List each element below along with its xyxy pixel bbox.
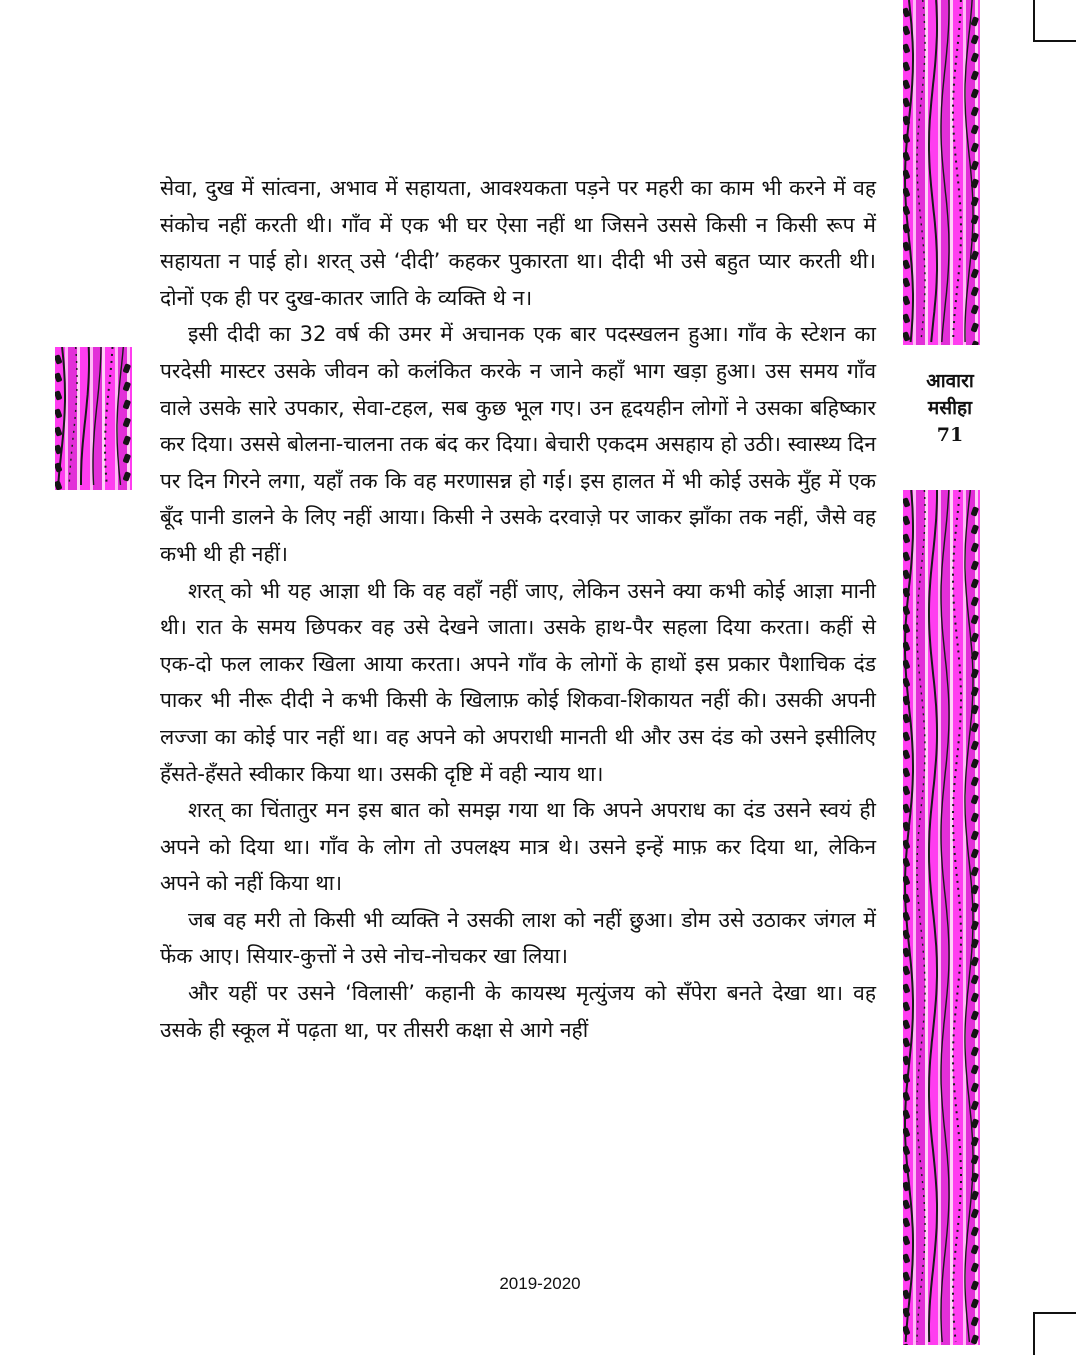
- band-wavy-line: [941, 490, 949, 1342]
- band-lozenge: [970, 758, 979, 769]
- band-lozenge: [970, 160, 979, 171]
- band-lozenge: [55, 354, 63, 365]
- band-lozenge: [970, 286, 979, 297]
- band-lozenge: [970, 902, 979, 913]
- decorative-band-bottom-right: [903, 490, 980, 1345]
- band-lozenge: [903, 1271, 911, 1282]
- band-lozenge: [55, 462, 63, 473]
- band-lozenge: [970, 1262, 979, 1273]
- band-lozenge: [903, 749, 911, 760]
- page-number: 71: [936, 424, 964, 446]
- band-lozenge: [903, 1145, 911, 1156]
- band-lozenge: [970, 1100, 979, 1111]
- band-wavy-line: [105, 347, 113, 485]
- band-lozenge: [970, 1010, 979, 1021]
- band-lozenge: [903, 1199, 911, 1210]
- band-lozenge: [970, 506, 979, 517]
- band-lozenge: [903, 277, 911, 288]
- band-lozenge: [970, 848, 979, 859]
- band-wavy-line: [117, 347, 123, 485]
- crop-mark-top-right-h: [1033, 40, 1076, 42]
- band-lozenge: [970, 578, 979, 589]
- footer-year: 2019-2020: [499, 1274, 581, 1293]
- band-lozenge: [903, 1163, 911, 1174]
- band-lozenge: [970, 1064, 979, 1075]
- paragraph-3: शरत् को भी यह आज्ञा थी कि वह वहाँ नहीं जाए, लेकिन उसने क्या कभी कोई आज्ञा मानी थी। रात के समय छिपकर वह उसे देखने जाता। उसके हाथ-पैर सहला दिया करता। कहीं से एक-दो फल लाकर खिला आया करता। अपने गाँव के लोगों के हाथों इस प्रकार पैशाचिक दंड पाकर भी नीरू दीदी ने कभी किसी के खिलाफ़ कोई शिकवा-शिकायत नहीं की। उसकी अपनी लज्जा का कोई पार नहीं था। वह अपने को अपराधी मानती थी और उस दंड को उसने इसीलिए हँसते-हँसते स्वीकार किया था। उसकी दृष्टि में वही न्याय था।: [160, 578, 876, 786]
- band-lozenge: [970, 866, 979, 877]
- band-lozenge: [970, 106, 979, 117]
- band-lozenge: [903, 151, 911, 162]
- band-lozenge: [970, 340, 979, 345]
- band-lozenge: [970, 542, 979, 553]
- band-lozenge: [903, 839, 911, 850]
- band-lozenge: [970, 88, 979, 99]
- band-lozenge: [970, 214, 979, 225]
- band-lozenge: [970, 992, 979, 1003]
- band-lozenge: [970, 124, 979, 135]
- band-lozenge: [970, 668, 979, 679]
- band-lozenge: [970, 596, 979, 607]
- band-lozenge: [903, 785, 911, 796]
- band-lozenge: [122, 417, 131, 428]
- band-wavy-line: [917, 0, 925, 342]
- chapter-side-label: [910, 368, 990, 449]
- band-lozenge: [970, 1244, 979, 1255]
- band-lozenge: [903, 1253, 911, 1264]
- band-lozenge: [970, 614, 979, 625]
- band-lozenge: [970, 920, 979, 931]
- band-lozenge: [970, 686, 979, 697]
- band-lozenge: [970, 1154, 979, 1165]
- band-lozenge: [903, 857, 911, 868]
- band-lozenge: [903, 1343, 911, 1345]
- band-lozenge: [903, 1217, 911, 1228]
- band-lozenge: [970, 830, 979, 841]
- band-lozenge: [903, 295, 911, 306]
- paragraph-2: इसी दीदी का 32 वर्ष की उमर में अचानक एक बार पदस्खलन हुआ। गाँव के स्टेशन का परदेसी मास्टर उसके जीवन को कलंकित करके न जाने कहाँ भाग खड़ा हुआ। उस समय गाँव वाले उसके सारे उपकार, सेवा-टहल, सब कुछ भूल गए। उन हृदयहीन लोगों ने उसका बहिष्कार कर दिया। उससे बोलना-चालना तक बंद कर दिया। बेचारी एकदम असहाय हो उठी। स्वास्थ्य दिन पर दिन गिरने लगा, यहाँ तक कि वह मरणासन्न हो गई। इस हालत में भी कोई उसके मुँह में एक बूँद पानी डालने के लिए नहीं आया। किसी ने उसके दरवाज़े पर जाकर झाँका तक नहीं, जैसे वह कभी थी ही नहीं।: [160, 322, 876, 566]
- band-lozenge: [903, 893, 911, 904]
- band-lozenge: [970, 524, 979, 535]
- band-lozenge: [903, 929, 911, 940]
- band-lozenge: [903, 313, 911, 324]
- band-wavy-line: [93, 347, 101, 485]
- band-lozenge: [903, 331, 911, 342]
- band-lozenge: [55, 390, 63, 401]
- band-lozenge: [903, 677, 911, 688]
- band-lozenge: [903, 515, 911, 526]
- band-lozenge: [903, 533, 911, 544]
- band-lozenge: [903, 1127, 911, 1138]
- band-wavy-line: [929, 490, 937, 1342]
- band-lozenge: [903, 1073, 911, 1084]
- band-lozenge: [903, 1037, 911, 1048]
- band-pattern: [55, 347, 132, 490]
- band-lozenge: [55, 372, 63, 383]
- band-wavy-line: [941, 0, 949, 342]
- band-lozenge: [970, 1082, 979, 1093]
- crop-mark-bottom-right-v: [1033, 1312, 1035, 1355]
- band-lozenge: [122, 399, 131, 410]
- band-lozenge: [903, 911, 911, 922]
- band-lozenge: [903, 965, 911, 976]
- paragraph-1: सेवा, दुख में सांत्वना, अभाव में सहायता, आवश्यकता पड़ने पर महरी का काम भी करने में वह संकोच नहीं करती थी। गाँव में एक भी घर ऐसा नहीं था जिसने उससे किसी न किसी रूप में सहायता न पाई हो। शरत् उसे ‘दीदी’ कहकर पुकारता था। दीदी भी उसे बहुत प्यार करती थी। दोनों एक ही पर दुख-कातर जाति के व्यक्ति थे न।: [160, 176, 876, 310]
- band-lozenge: [903, 1001, 911, 1012]
- band-lozenge: [970, 1316, 979, 1327]
- band-lozenge: [970, 794, 979, 805]
- band-lozenge: [122, 453, 131, 464]
- band-lozenge: [970, 776, 979, 787]
- band-lozenge: [122, 435, 131, 446]
- band-pattern: [903, 0, 980, 345]
- band-lozenge: [970, 196, 979, 207]
- band-wavy-line: [953, 0, 961, 342]
- band-lozenge: [55, 408, 63, 419]
- band-lozenge: [903, 1019, 911, 1030]
- crop-mark-top-right-v: [1033, 0, 1035, 42]
- band-lozenge: [970, 812, 979, 823]
- band-lozenge: [903, 187, 911, 198]
- band-lozenge: [903, 61, 911, 72]
- band-lozenge: [903, 623, 911, 634]
- paragraph-6: और यहीं पर उसने ‘विलासी’ कहानी के कायस्थ मृत्युंजय को सँपेरा बनते देखा था। वह उसके ही स्कूल में पढ़ता था, पर तीसरी कक्षा से आगे नहीं: [160, 981, 876, 1042]
- band-lozenge: [122, 381, 131, 392]
- band-lozenge: [55, 480, 63, 490]
- band-lozenge: [970, 142, 979, 153]
- band-lozenge: [122, 471, 131, 482]
- band-pattern: [903, 490, 980, 1345]
- band-lozenge: [903, 659, 911, 670]
- body-text: [160, 170, 876, 1048]
- band-lozenge: [903, 983, 911, 994]
- band-wavy-line: [69, 347, 77, 485]
- band-lozenge: [970, 304, 979, 315]
- band-lozenge: [970, 1208, 979, 1219]
- band-lozenge: [970, 560, 979, 571]
- band-lozenge: [903, 1235, 911, 1246]
- band-lozenge: [903, 25, 911, 36]
- crop-mark-bottom-right-h: [1033, 1312, 1076, 1314]
- band-lozenge: [903, 1091, 911, 1102]
- band-lozenge: [903, 1325, 911, 1336]
- band-lozenge: [903, 79, 911, 90]
- band-lozenge: [970, 1280, 979, 1291]
- band-lozenge: [903, 43, 911, 54]
- band-lozenge: [970, 1334, 979, 1345]
- band-lozenge: [970, 740, 979, 751]
- band-lozenge: [903, 133, 911, 144]
- band-lozenge: [970, 34, 979, 45]
- band-lozenge: [970, 1028, 979, 1039]
- band-lozenge: [903, 551, 911, 562]
- band-wavy-line: [965, 0, 973, 342]
- band-lozenge: [970, 1226, 979, 1237]
- band-wavy-line: [929, 0, 937, 342]
- band-lozenge: [970, 16, 979, 27]
- band-lozenge: [903, 803, 911, 814]
- band-lozenge: [970, 70, 979, 81]
- band-lozenge: [903, 731, 911, 742]
- band-lozenge: [903, 223, 911, 234]
- band-wavy-line: [917, 490, 925, 1342]
- band-lozenge: [903, 205, 911, 216]
- band-lozenge: [903, 605, 911, 616]
- band-lozenge: [903, 767, 911, 778]
- paragraph-5: जब वह मरी तो किसी भी व्यक्ति ने उसकी लाश को नहीं छुआ। डोम उसे उठाकर जंगल में फेंक आए। सियार-कुत्तों ने उसे नोच-नोचकर खा लिया।: [160, 907, 876, 969]
- band-lozenge: [970, 722, 979, 733]
- band-lozenge: [55, 426, 63, 437]
- band-wavy-line: [953, 490, 961, 1342]
- chapter-title-line1: आवारा: [926, 370, 974, 392]
- decorative-band-top-right: [903, 0, 980, 345]
- band-lozenge: [122, 363, 131, 374]
- decorative-band-left: [55, 347, 132, 490]
- band-lozenge: [970, 974, 979, 985]
- band-lozenge: [970, 52, 979, 63]
- band-lozenge: [970, 632, 979, 643]
- band-lozenge: [970, 268, 979, 279]
- band-lozenge: [970, 322, 979, 333]
- band-wavy-line: [81, 347, 89, 485]
- band-lozenge: [970, 1298, 979, 1309]
- band-lozenge: [903, 259, 911, 270]
- band-lozenge: [970, 1046, 979, 1057]
- chapter-title-line2: मसीहा: [927, 397, 973, 419]
- paragraph-4: शरत् का चिंतातुर मन इस बात को समझ गया था कि अपने अपराध का दंड उसने स्वयं ही अपने को दिया था। गाँव के लोग तो उपलक्ष्य मात्र थे। उसने इन्हें माफ़ कर दिया था, लेकिन अपने को नहीं किया था।: [160, 798, 876, 896]
- band-lozenge: [903, 497, 911, 508]
